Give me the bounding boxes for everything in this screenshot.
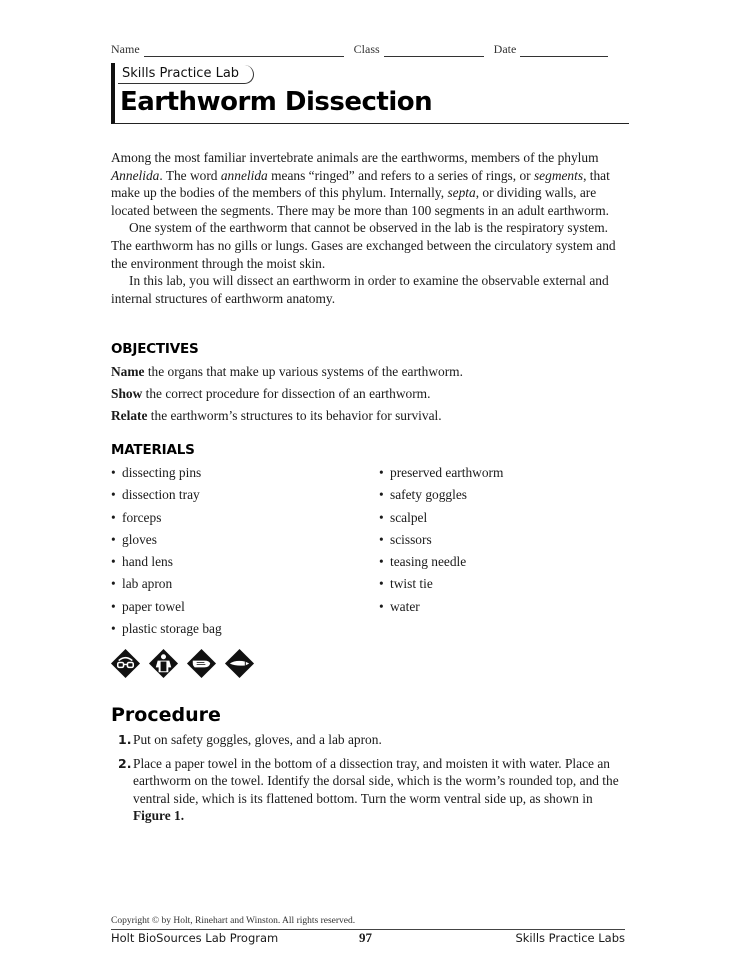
copyright-notice: Copyright © by Holt, Rinehart and Winston. All rights reserved. [111,916,356,926]
date-label: Date [493,42,517,56]
material-item: • teasing needle [379,554,467,570]
objective-item: Relate the earthworm’s structures to its behavior for survival. [111,408,442,423]
intro-paragraph-3: In this lab, you will dissect an earthworm in order to examine the observable external and internal structures of earthworm anatomy. [111,273,609,306]
eye-safety-icon [110,648,141,679]
figure-reference: Figure 1 [133,808,181,824]
materials-heading: MATERIALS [111,442,195,458]
sharp-object-safety-icon [224,648,255,679]
hand-safety-icon [186,648,217,679]
material-item: • hand lens [111,554,173,570]
material-item: • lab apron [111,576,173,592]
page-footer [111,931,625,947]
program-name: Holt BioSources Lab Program [111,931,279,945]
material-item: • safety goggles [379,487,467,503]
procedure-steps [118,731,628,831]
intro-paragraph-2: One system of the earthworm that cannot be observed in the lab is the respiratory system. The earthworm has no gills or lungs. Gases are exchanged between the circulatory system and the environment through the moist skin. [111,220,616,271]
material-item: • paper towel [111,598,185,614]
intro-text [111,149,626,307]
material-item: • plastic storage bag [111,621,222,637]
intro-paragraph-1: Among the most familiar invertebrate animals are the earthworms, members of the phylum Annelida. The word annelida means “ringed” and refers to a series of rings, or segments, that make up the bodies of the members of this phylum. Internally, septa, or dividing walls, are located between the segments. There may be more than 100 segments in an adult earthworm. [111,150,610,218]
student-info-line [111,41,625,57]
material-item: • preserved earthworm [379,465,504,480]
class-label: Class [353,42,380,56]
material-item: • dissection tray [111,487,200,503]
objectives-heading: OBJECTIVES [111,341,199,357]
title-block [111,63,629,124]
step-number: 1. [118,732,132,747]
page-title: Earthworm Dissection [120,87,433,117]
name-label: Name [111,42,140,56]
material-item: • twist tie [379,576,433,592]
class-field[interactable] [384,44,484,57]
material-item: • dissecting pins [111,465,202,480]
material-item: • scalpel [379,509,428,525]
materials-column-right [379,464,503,620]
step-number: 2. [118,755,132,771]
lab-type-tag: Skills Practice Lab [118,65,254,84]
safety-icons [110,648,255,679]
step-text: Place a paper towel in the bottom of a dissection tray, and moisten it with water. Place an earthworm on the towel. Identify the dorsal side, which is the worm’s rounded top, and the ventral side, which is its flattened bottom. Turn the worm ventral side up, as shown in [133,755,619,806]
page-number: 97 [359,930,372,945]
material-item: • gloves [111,531,157,547]
procedure-heading: Procedure [111,704,221,726]
step-text: Put on safety goggles, gloves, and a lab apron. [133,732,382,747]
materials-column-left [111,464,222,642]
material-item: • scissors [379,531,432,547]
material-item: • forceps [111,509,162,525]
name-field[interactable] [144,44,344,57]
procedure-step: 2. Place a paper towel in the bottom of a dissection tray, and moisten it with water. Place an earthworm on the towel. Identify the dorsal side, which is the worm’s rounded top, and the ventral side, which is its flattened bottom. Turn the worm ventral side up, as shown in Figure 1. [118,755,619,824]
date-field[interactable] [520,44,608,57]
procedure-step [118,731,628,749]
clothing-protection-icon [148,648,179,679]
material-item: • water [379,598,420,614]
section-name: Skills Practice Labs [515,931,625,945]
objective-item: Show the correct procedure for dissection of an earthworm. [111,386,431,401]
objective-item: Name the organs that make up various systems of the earthworm. [111,364,463,379]
